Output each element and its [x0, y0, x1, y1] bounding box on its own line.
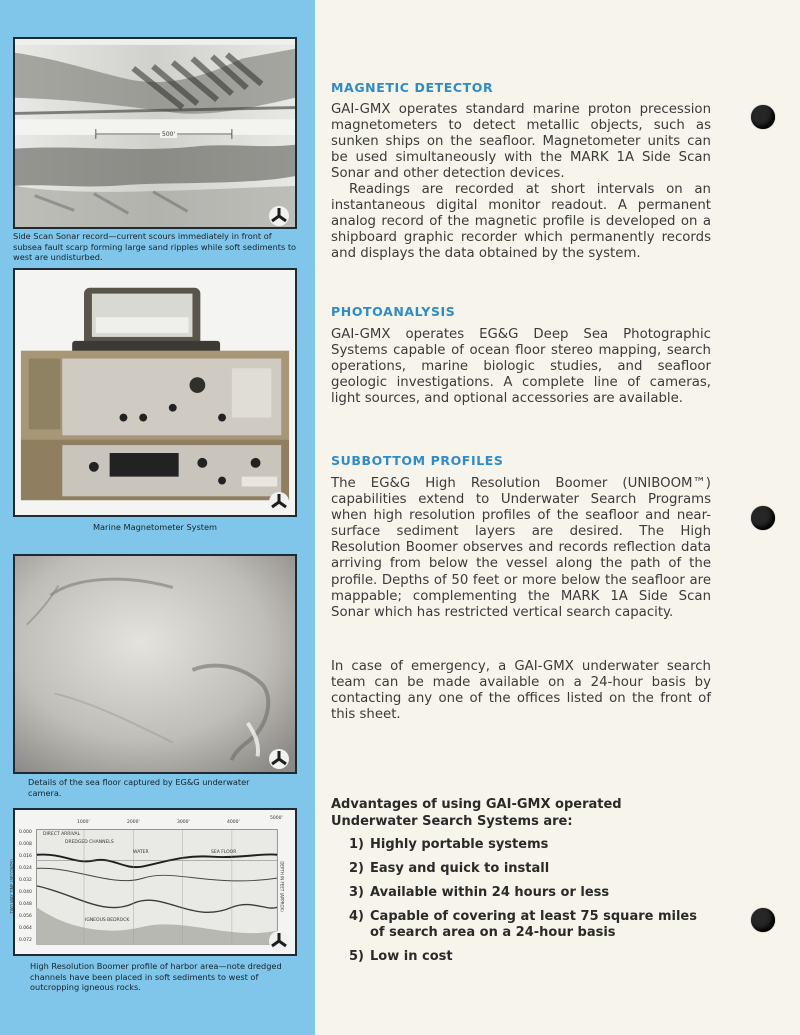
subbottom-profiles-paragraph: The EG&G High Resolution Boomer (UNIBOOM™) capabilities extend to Underwater Search Programs when high resolution profiles of the seafloor and near-surface sediment layers are desired. The High Resolution Boomer observes and records reflection data arriving from below the vessel along the path of the profile. Depths of 50 feet or more below the seafloor are mappable; complementing the MARK 1A Side Scan Sonar which has restricted vertical search capacity.: [331, 476, 711, 620]
y-tick-label: 0.072: [19, 938, 32, 943]
list-item: [349, 837, 711, 853]
list-item-text: Capable of covering at least 75 square miles of search area on a 24-hour basis: [370, 909, 697, 940]
x-tick-label: 3000': [177, 820, 190, 825]
x-tick-label: 1000': [77, 820, 90, 825]
y-tick-label: 0.016: [19, 854, 32, 859]
y-tick-label: 0.056: [19, 914, 32, 919]
left-axis-label: TWO WAY TIME (SECONDS): [9, 859, 15, 914]
dredged-channels-label: DREDGED CHANNELS: [65, 840, 114, 845]
y-tick-label: 0.048: [19, 902, 32, 907]
eg-and-g-logo-icon: [268, 205, 290, 227]
list-item-text: Available within 24 hours or less: [370, 885, 610, 900]
x-tick-label: 4000': [227, 820, 240, 825]
sonar-record-image: [13, 37, 297, 229]
list-item-number: 1): [349, 837, 364, 852]
y-tick-label: 0.032: [19, 878, 32, 883]
y-tick-label: 0.024: [19, 866, 32, 871]
list-item-text: Easy and quick to install: [370, 861, 550, 876]
list-item-number: 4): [349, 909, 364, 924]
magnetic-detector-heading: MAGNETIC DETECTOR: [331, 80, 494, 95]
magnetic-detector-paragraph: GAI-GMX operates standard marine proton precession magnetometers to detect metallic objects, such as sunken ships on the seafloor. Magnetometer units can be used simultaneously with the MARK 1A Side Scan Sonar and other detection devices.: [331, 102, 711, 182]
binder-hole-icon: [751, 105, 775, 129]
binder-hole-icon: [751, 506, 775, 530]
sonar-caption: Side Scan Sonar record—current scours immediately in front of subsea fault scarp forming large sand ripples while soft sediments to west are undisturbed.: [13, 231, 297, 262]
x-tick-label: 2000': [127, 820, 140, 825]
list-item: [349, 909, 711, 941]
magnetometer-photo: [13, 268, 297, 517]
eg-and-g-logo-icon: [268, 748, 290, 770]
binder-hole-icon: [751, 908, 775, 932]
list-item-text: Highly portable systems: [370, 837, 549, 852]
magnetometer-caption: Marine Magnetometer System: [92, 522, 218, 532]
sea-floor-label: SEA FLOOR: [211, 850, 237, 855]
y-tick-label: 0.064: [19, 926, 32, 931]
list-item: [349, 885, 711, 901]
sea-floor-caption: Details of the sea floor captured by EG&G underwater camera.: [28, 777, 250, 798]
list-item: [349, 861, 711, 877]
list-item-number: 3): [349, 885, 364, 900]
list-item-number: 2): [349, 861, 364, 876]
advantages-title: Advantages of using GAI-GMX operated Underwater Search Systems are:: [331, 797, 622, 829]
emergency-paragraph: In case of emergency, a GAI-GMX underwater search team can be made available on a 24-hour basis by contacting any one of the offices listed on the front of this sheet.: [331, 659, 711, 723]
y-tick-label: 0.040: [19, 890, 32, 895]
y-tick-label: 0.008: [19, 842, 32, 847]
right-axis-label: DEPTH IN FEET (APPROX): [279, 861, 285, 912]
y-tick-label: 0.000: [19, 830, 32, 835]
eg-and-g-logo-icon: [268, 491, 290, 513]
scale-label: 500': [162, 131, 176, 138]
photoanalysis-paragraph: GAI-GMX operates EG&G Deep Sea Photographic Systems capable of ocean floor stereo mapping, search operations, marine biologic studies, and seafloor geologic investigations. A complete line of cameras, light sources, and optional accessories are available.: [331, 327, 711, 407]
direct-arrival-label: DIRECT ARRIVAL: [43, 832, 81, 837]
photoanalysis-heading: PHOTOANALYSIS: [331, 304, 456, 319]
advantages-list: [349, 837, 711, 973]
list-item-number: 5): [349, 949, 364, 964]
boomer-caption: High Resolution Boomer profile of harbor area—note dredged channels have been placed in soft sediments to west of outcropping igneous rocks.: [30, 961, 282, 992]
list-item: [349, 949, 711, 965]
sea-floor-photo: [13, 554, 297, 774]
igneous-bedrock-label: IGNEOUS BEDROCK: [85, 918, 130, 923]
boomer-profile-image: [9, 808, 297, 956]
eg-and-g-logo-icon: [268, 930, 290, 952]
water-label: WATER: [133, 850, 149, 855]
subbottom-profiles-heading: SUBBOTTOM PROFILES: [331, 453, 504, 468]
x-tick-label: 5000': [270, 816, 283, 821]
list-item-text: Low in cost: [370, 949, 453, 964]
magnetic-detector-paragraph: Readings are recorded at short intervals on an instantaneous digital monitor readout. A permanent analog record of the magnetic profile is developed on a shipboard graphic recorder which permanently records and displays the data obtained by the system.: [331, 182, 711, 262]
